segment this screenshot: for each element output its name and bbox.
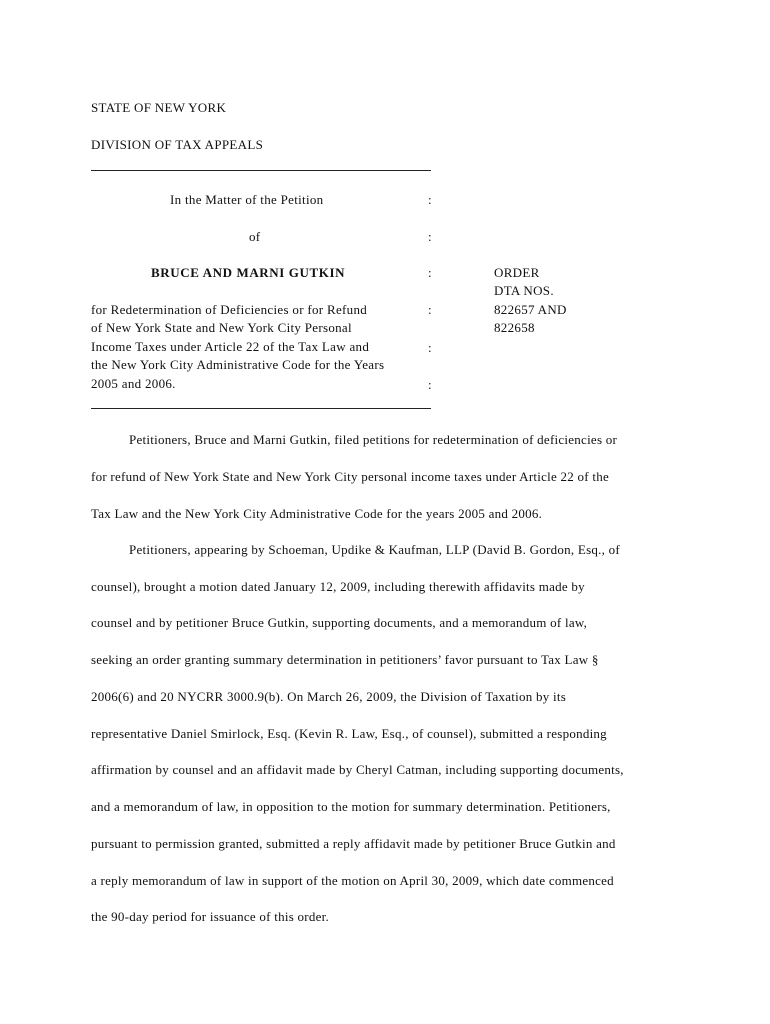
caption-colon: : xyxy=(428,377,432,392)
dta-nos-label: DTA NOS. xyxy=(494,283,554,298)
body-line: seeking an order granting summary determination in petitioners’ favor pursuant to Tax Law § xyxy=(91,652,599,667)
caption-of: of xyxy=(249,229,261,244)
dta-number: 822657 AND xyxy=(494,302,567,317)
division-heading: DIVISION OF TAX APPEALS xyxy=(91,137,264,152)
caption-colon: : xyxy=(428,265,432,280)
body-line: and a memorandum of law, in opposition to the motion for summary determination. Petitioners, xyxy=(91,799,611,814)
body-line: Petitioners, Bruce and Marni Gutkin, filed petitions for redetermination of deficiencies or xyxy=(129,432,618,447)
caption-colon: : xyxy=(428,229,432,244)
body-line: Petitioners, appearing by Schoeman, Updike & Kaufman, LLP (David B. Gordon, Esq., of xyxy=(129,542,620,557)
body-line: affirmation by counsel and an affidavit made by Cheryl Catman, including supporting documents, xyxy=(91,762,624,777)
body-line: Tax Law and the New York City Administrative Code for the years 2005 and 2006. xyxy=(91,506,543,521)
caption-colon: : xyxy=(428,302,432,317)
caption-bottom-rule xyxy=(91,408,431,409)
caption-purpose-line: the New York City Administrative Code for the Years xyxy=(91,357,385,372)
body-line: for refund of New York State and New York City personal income taxes under Article 22 of the xyxy=(91,469,609,484)
order-label: ORDER xyxy=(494,265,540,280)
body-line: counsel and by petitioner Bruce Gutkin, supporting documents, and a memorandum of law, xyxy=(91,615,588,630)
body-line: representative Daniel Smirlock, Esq. (Kevin R. Law, Esq., of counsel), submitted a responding xyxy=(91,726,607,741)
caption-top-rule xyxy=(91,170,431,171)
state-heading: STATE OF NEW YORK xyxy=(91,100,227,115)
caption-purpose-line: 2005 and 2006. xyxy=(91,376,176,391)
body-line: 2006(6) and 20 NYCRR 3000.9(b). On March 26, 2009, the Division of Taxation by its xyxy=(91,689,567,704)
caption-colon: : xyxy=(428,340,432,355)
body-line: a reply memorandum of law in support of the motion on April 30, 2009, which date commenced xyxy=(91,873,614,888)
dta-number: 822658 xyxy=(494,320,535,335)
caption-purpose-line: Income Taxes under Article 22 of the Tax Law and xyxy=(91,339,370,354)
caption-purpose-line: of New York State and New York City Personal xyxy=(91,320,352,335)
body-line: counsel), brought a motion dated January 12, 2009, including therewith affidavits made by xyxy=(91,579,585,594)
body-line: the 90-day period for issuance of this order. xyxy=(91,909,329,924)
caption-matter: In the Matter of the Petition xyxy=(170,192,324,207)
body-line: pursuant to permission granted, submitted a reply affidavit made by petitioner Bruce Gutkin and xyxy=(91,836,616,851)
caption-colon: : xyxy=(428,192,432,207)
caption-purpose-line: for Redetermination of Deficiencies or for Refund xyxy=(91,302,368,317)
petitioner-names: BRUCE AND MARNI GUTKIN xyxy=(151,265,346,280)
